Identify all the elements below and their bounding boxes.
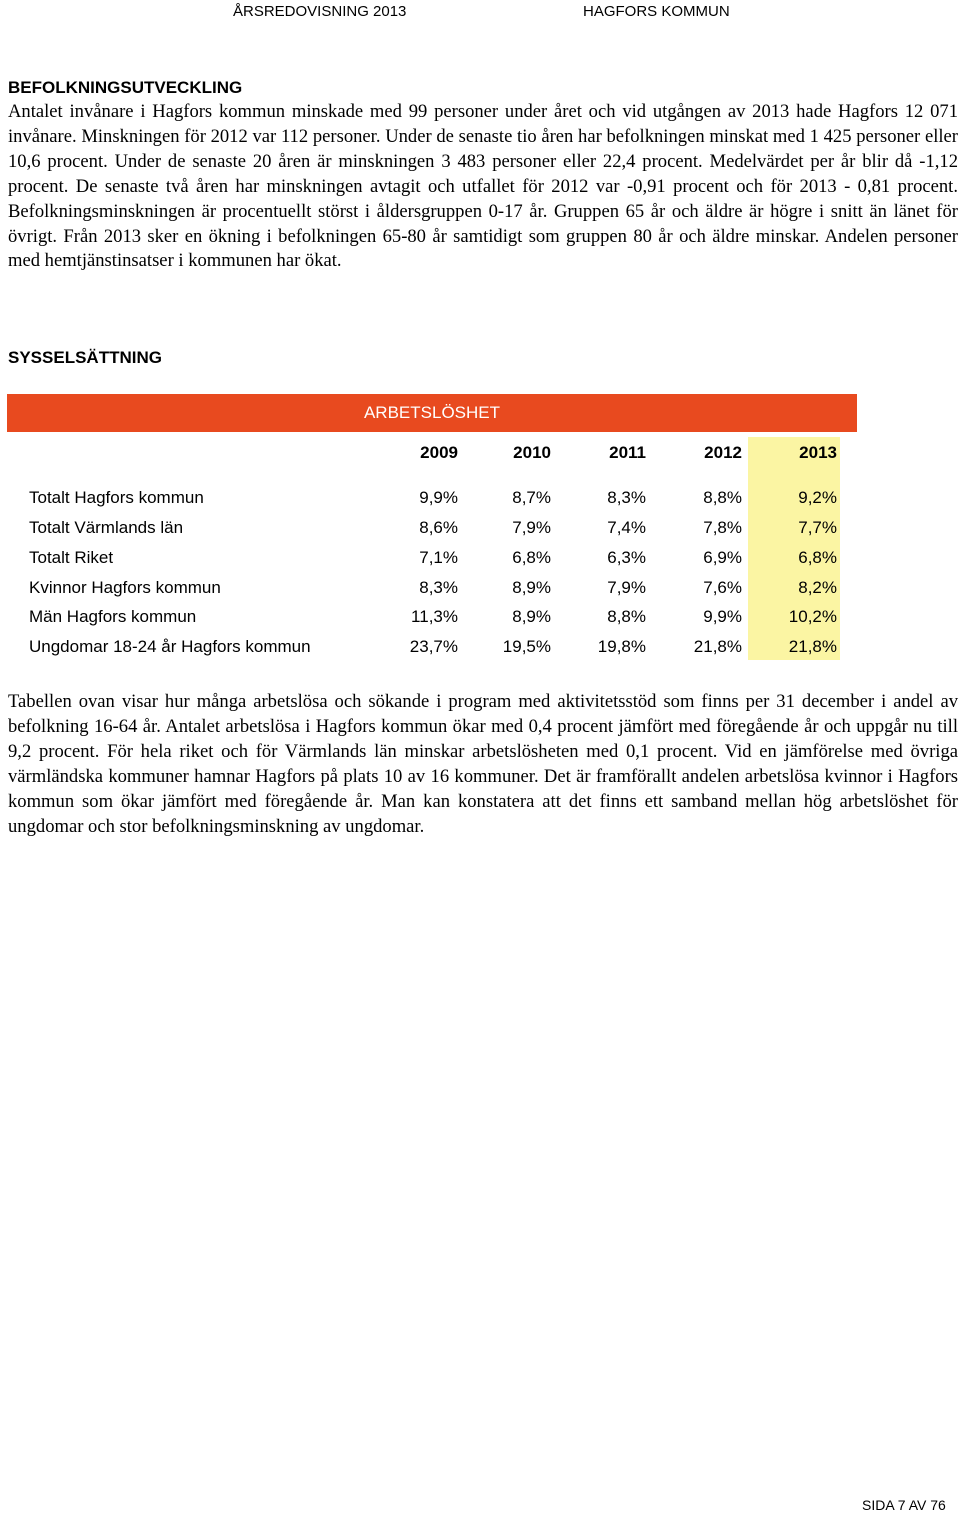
table-cell: 8,9%	[512, 578, 551, 597]
year-header: 2009	[420, 443, 458, 462]
row-label: Totalt Riket	[29, 548, 114, 567]
table-cell: 7,9%	[512, 518, 551, 537]
page-number: SIDA 7 AV 76	[862, 1497, 946, 1513]
befolkning-paragraph	[8, 100, 958, 274]
report-title-header: ÅRSREDOVISNING 2013	[233, 3, 407, 20]
table-cell: 8,2%	[798, 578, 837, 597]
table-cell: 8,7%	[512, 488, 551, 507]
table-row	[0, 578, 960, 608]
year-header: 2012	[704, 443, 742, 462]
table-row	[0, 518, 960, 548]
table-cell: 19,8%	[597, 637, 646, 656]
row-label: Kvinnor Hagfors kommun	[29, 578, 221, 597]
table-cell: 21,8%	[693, 637, 742, 656]
row-label: Totalt Hagfors kommun	[29, 488, 204, 507]
table-cell: 7,8%	[703, 518, 742, 537]
table-cell: 6,8%	[512, 548, 551, 567]
table-cell: 9,9%	[703, 607, 742, 626]
table-cell: 21,8%	[788, 637, 837, 656]
table-row	[0, 488, 960, 518]
year-header: 2013	[799, 443, 837, 462]
table-title: ARBETSLÖSHET	[363, 403, 501, 422]
table-cell: 6,9%	[703, 548, 742, 567]
table-cell: 7,6%	[703, 578, 742, 597]
table-row	[0, 607, 960, 637]
table-cell: 9,9%	[419, 488, 458, 507]
table-row	[0, 548, 960, 578]
section-title-sysselsattning: SYSSELSÄTTNING	[8, 348, 162, 367]
befolkning-text: Antalet invånare i Hagfors kommun minskade med 99 personer under året och vid utgången av 2013 hade Hagfors 12 071 invånare. Minskningen för 2012 var 112 personer. Under de senaste tio åren har befolkningen minskat med 1 425 personer eller 10,6 procent. Under de senaste 20 åren är minskningen 3 483 personer eller 22,4 procent. Medelvärdet per år blir då -1,12 procent. De senaste två åren har minskningen avtagit och utfallet för 2012 var -0,91 procent och för 2013 - 0,81 procent. Befolkningsminskningen är procentuellt störst i åldersgruppen 0-17 år. Gruppen 65 år och äldre är högre i snitt än länet för övrigt. Från 2013 sker en ökning i befolkningen 65-80 år samtidigt som gruppen 80 år och äldre minskar. Andelen personer med hemtjänstinsatser i kommunen har ökat.	[8, 101, 958, 272]
table-cell: 19,5%	[502, 637, 551, 656]
table-cell: 7,1%	[419, 548, 458, 567]
row-label: Män Hagfors kommun	[29, 607, 197, 626]
table-cell: 9,2%	[798, 488, 837, 507]
table-header-row	[0, 443, 960, 473]
table-cell: 8,9%	[512, 607, 551, 626]
table-cell: 8,3%	[419, 578, 458, 597]
table-cell: 6,8%	[798, 548, 837, 567]
table-cell: 7,9%	[607, 578, 646, 597]
table-cell: 6,3%	[607, 548, 646, 567]
table-cell: 10,2%	[788, 607, 837, 626]
table-cell: 8,8%	[703, 488, 742, 507]
section-title-befolkning: BEFOLKNINGSUTVECKLING	[8, 78, 243, 97]
year-header: 2011	[609, 443, 646, 462]
table-cell: 23,7%	[409, 637, 458, 656]
table-row	[0, 637, 960, 667]
table-cell: 8,6%	[419, 518, 458, 537]
table-cell: 7,7%	[798, 518, 837, 537]
tabell-paragraph	[8, 690, 958, 839]
row-label: Ungdomar 18-24 år Hagfors kommun	[29, 637, 311, 656]
row-label: Totalt Värmlands län	[29, 518, 184, 537]
municipality-header: HAGFORS KOMMUN	[583, 3, 730, 20]
table-cell: 7,4%	[607, 518, 646, 537]
table-title-banner	[7, 394, 857, 432]
table-cell: 11,3%	[411, 607, 458, 626]
tabell-text: Tabellen ovan visar hur många arbetslösa och sökande i program med aktivitetsstöd som finns per 31 december i andel av befolkning 16-64 år. Antalet arbetslösa i Hagfors kommun ökar med 0,4 procent jämfört med föregående år och uppgår nu till 9,2 procent. För hela riket och för Värmlands län minskar arbetslösheten med 0,1 procent. Vid en jämförelse med övriga värmländska kommuner hamnar Hagfors på plats 10 av 16 kommuner. Det är framförallt andelen arbetslösa kvinnor i Hagfors kommun som ökar jämfört med föregående år. Man kan konstatera att det finns ett samband mellan hög arbetslöshet för ungdomar och stor befolkningsminskning av ungdomar.	[8, 691, 958, 837]
table-cell: 8,3%	[607, 488, 646, 507]
year-header: 2010	[513, 443, 551, 462]
table-cell: 8,8%	[607, 607, 646, 626]
